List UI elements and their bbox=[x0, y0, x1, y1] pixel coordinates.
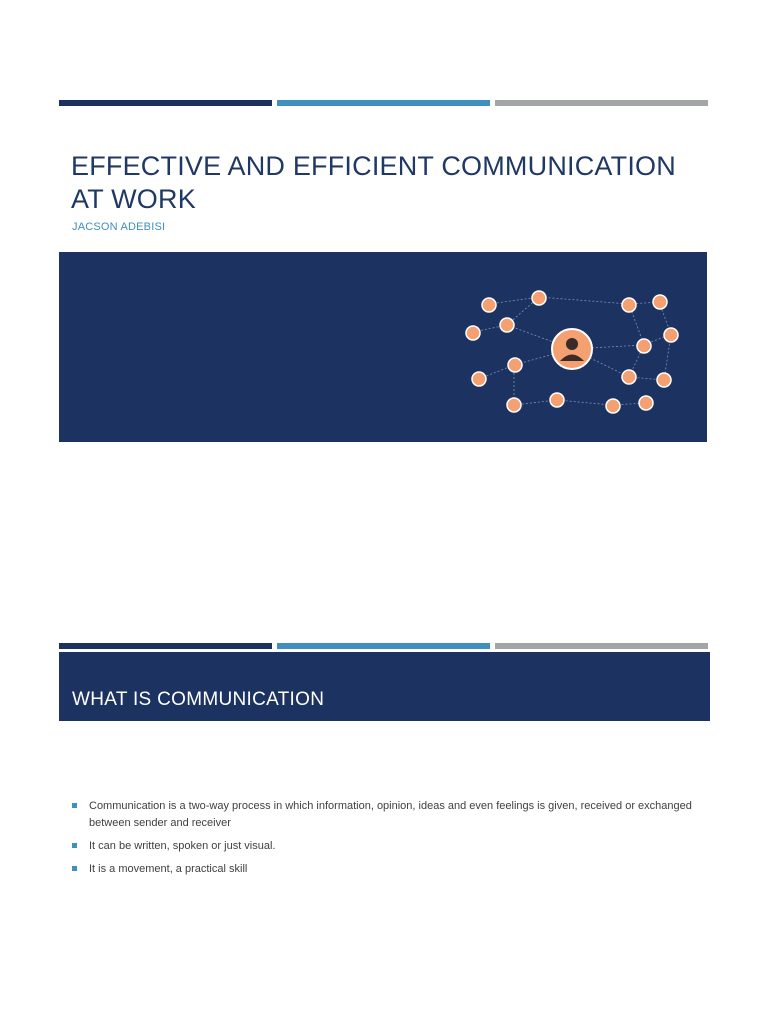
accent-stripe-gray bbox=[495, 643, 708, 649]
people-network-icon bbox=[459, 282, 699, 422]
accent-stripe-navy bbox=[59, 100, 272, 106]
section-heading: WHAT IS COMMUNICATION bbox=[72, 689, 325, 710]
bullet-text: Communication is a two-way process in which information, opinion, ideas and even feelings is given, received or exchanged between sender and receiver bbox=[89, 800, 692, 829]
slide-subtitle: JACSON ADEBISI bbox=[72, 221, 166, 233]
section-header-band bbox=[59, 652, 710, 721]
bullet-list bbox=[72, 798, 702, 884]
accent-stripe-navy bbox=[59, 643, 272, 649]
list-item bbox=[72, 838, 702, 855]
list-item bbox=[72, 798, 702, 832]
bullet-square-icon bbox=[72, 866, 77, 871]
hero-banner bbox=[59, 252, 707, 442]
bullet-square-icon bbox=[72, 843, 77, 848]
content-slide bbox=[0, 600, 768, 1024]
list-item bbox=[72, 861, 702, 878]
accent-stripe-blue bbox=[277, 643, 490, 649]
accent-stripe-blue bbox=[277, 100, 490, 106]
accent-stripe-gray bbox=[495, 100, 708, 106]
bullet-text: It can be written, spoken or just visual. bbox=[89, 840, 276, 852]
slide-title: EFFECTIVE AND EFFICIENT COMMUNICATION AT WORK bbox=[71, 151, 676, 214]
bullet-text: It is a movement, a practical skill bbox=[89, 863, 248, 875]
bullet-square-icon bbox=[72, 803, 77, 808]
